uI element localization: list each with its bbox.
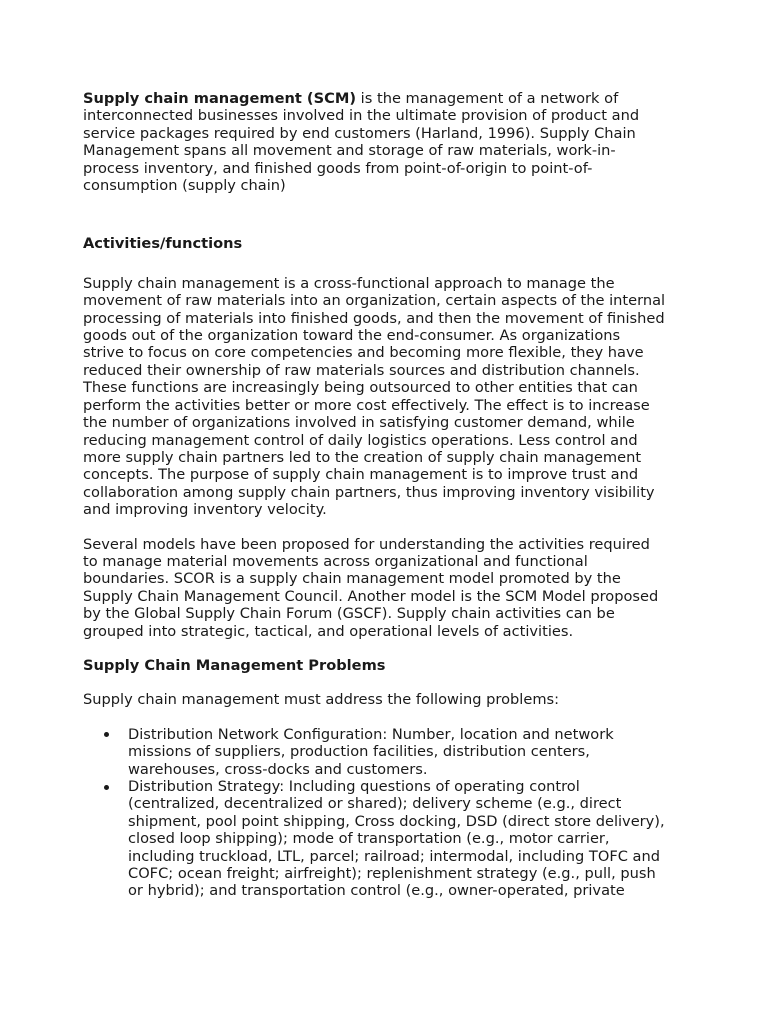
intro-paragraph: [83, 90, 693, 194]
problems-heading: Supply Chain Management Problems: [83, 656, 386, 674]
activities-paragraph-1: Supply chain management is a cross-functional approach to manage the movement of raw materials into an organization, certain aspects of the internal processing of materials into finished goods, and then the movement of finished goods out of the organization toward the end-consumer. As organizations strive to focus on core competencies and becoming more flexible, they have reduced their ownership of raw materials sources and distribution channels. These functions are increasingly being outsourced to other entities that can perform the activities better or more cost effectively. The effect is to increase the number of organizations involved in satisfying customer demand, while reducing management control of daily logistics operations. Less control and more supply chain partners led to the creation of supply chain management concepts. The purpose of supply chain management is to improve trust and collaboration among supply chain partners, thus improving inventory visibility and improving inventory velocity.: [83, 274, 666, 519]
problems-intro: Supply chain management must address the following problems:: [83, 691, 560, 709]
scm-term: Supply chain management (SCM): [83, 90, 357, 107]
document-body: [83, 90, 693, 900]
list-item: Distribution Network Configuration: Number, location and network missions of suppliers, production facilities, distribution centers, warehouses, cross-docks and customers.: [83, 726, 693, 778]
activities-paragraph-2: Several models have been proposed for understanding the activities required to manage material movements across organizational and functional boundaries. SCOR is a supply chain management model promoted by the Supply Chain Management Council. Another model is the SCM Model proposed by the Global Supply Chain Forum (GSCF). Supply chain activities can be grouped into strategic, tactical, and operational levels of activities.: [83, 535, 659, 640]
intro-text: is the management of a network of interconnected businesses involved in the ultimate provision of product and service packages required by end customers (Harland, 1996). Supply Chain Management spans all movement and storage of raw materials, work-in- process inventory, and finished goods from point-of-origin to point-of- consumption (supply chain): [83, 90, 640, 195]
list-item: Distribution Strategy: Including questions of operating control (centralized, decentralized or shared); delivery scheme (e.g., direct shipment, pool point shipping, Cross docking, DSD (direct store delivery), closed loop shipping); mode of transportation (e.g., motor carrier, including truckload, LTL, parcel; railroad; intermodal, including TOFC and COFC; ocean freight; airfreight); replenishment strategy (e.g., pull, push or hybrid); and transportation control (e.g., owner-operated, private: [83, 778, 693, 900]
problems-list: [83, 726, 693, 900]
activities-heading: Activities/functions: [83, 235, 243, 253]
